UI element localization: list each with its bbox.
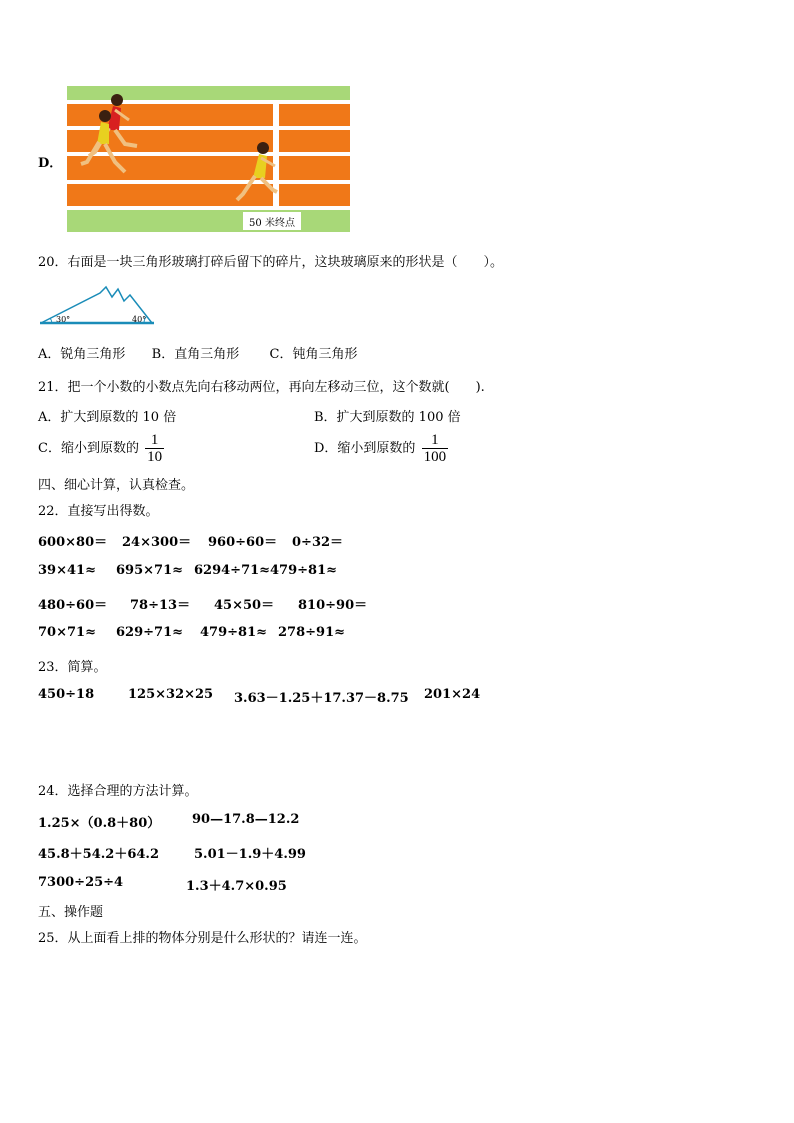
q23-item: 201×24 [424,687,481,702]
q22-item: 78÷13＝ [130,598,191,613]
track-lane-4 [67,184,350,206]
fraction-one-tenth [145,432,164,465]
q21-option-a[interactable]: A．扩大到原数的 10 倍 [38,410,177,425]
q22-item: 960÷60＝ [208,535,278,550]
fraction-numerator: 1 [150,432,159,448]
question-20-options [38,343,357,362]
question-20-text: 20．右面是一块三角形玻璃打碎后留下的碎片，这块玻璃原来的形状是（ ）。 [38,255,504,270]
fraction-denominator: 100 [423,449,447,465]
q20-option-c[interactable]: C．钝角三角形 [269,347,358,362]
q22-item: 70×71≈ [38,625,96,640]
q22-item: 39×41≈ [38,563,96,578]
q21-option-d[interactable] [314,432,448,465]
broken-glass-figure [38,283,156,327]
option-d-label: D． [38,156,63,171]
q24-item: 1.25×（0.8＋80） [38,816,161,831]
q23-item: 450÷18 [38,687,95,702]
q24-item: 45.8＋54.2＋64.2 [38,847,159,862]
q21-option-c[interactable] [38,432,164,465]
track-lane-3 [67,156,350,180]
q23-item: 3.63－1.25＋17.37－8.75 [234,691,409,706]
finish-label: 50 米终点 [249,218,295,229]
q23-item: 125×32×25 [128,687,214,702]
q20-option-a[interactable]: A．锐角三角形 [38,347,126,362]
angle-40-label: 40° [132,315,147,324]
q22-item: 0÷32＝ [292,535,344,550]
question-24-text: 24．选择合理的方法计算。 [38,784,198,799]
track-grass-top [67,86,350,100]
fraction-one-hundredth [422,432,449,465]
q24-item: 5.01－1.9＋4.99 [194,847,306,862]
q22-item: 24×300＝ [122,535,192,550]
running-track-image [67,86,350,232]
q22-item: 810÷90＝ [298,598,368,613]
question-25-text: 25．从上面看上排的物体分别是什么形状的？请连一连。 [38,931,367,946]
q21-option-d-text: D．缩小到原数的 [314,441,416,456]
fraction-numerator: 1 [431,432,439,448]
question-21-text: 21．把一个小数的小数点先向右移动两位，再向左移动三位，这个数就( ). [38,380,485,395]
q24-item: 7300÷25÷4 [38,875,124,890]
q22-item: 278÷91≈ [278,625,346,640]
q22-item: 479÷81≈ [200,625,268,640]
q22-item: 479÷81≈ [270,563,338,578]
question-22-text: 22．直接写出得数。 [38,504,159,519]
section-4-title: 四、细心计算，认真检查。 [38,478,195,493]
q22-item: 600×80＝ [38,535,108,550]
question-23-text: 23．简算。 [38,660,107,675]
fraction-denominator: 10 [147,449,163,465]
q22-item: 480÷60＝ [38,598,108,613]
q22-item: 45×50＝ [214,598,275,613]
q24-item: 1.3＋4.7×0.95 [186,879,287,894]
q21-option-b[interactable]: B．扩大到原数的 100 倍 [314,410,461,425]
track-grass-bottom [67,210,350,232]
section-5-title: 五、操作题 [38,905,104,920]
q22-item: 695×71≈ [116,563,184,578]
q20-option-b[interactable]: B．直角三角形 [151,347,240,362]
q21-option-c-text: C．缩小到原数的 [38,441,139,456]
q24-item: 90—17.8—12.2 [192,812,300,827]
angle-30-label: 30° [56,315,71,324]
q22-item: 6294÷71≈ [194,563,271,578]
q22-item: 629÷71≈ [116,625,184,640]
